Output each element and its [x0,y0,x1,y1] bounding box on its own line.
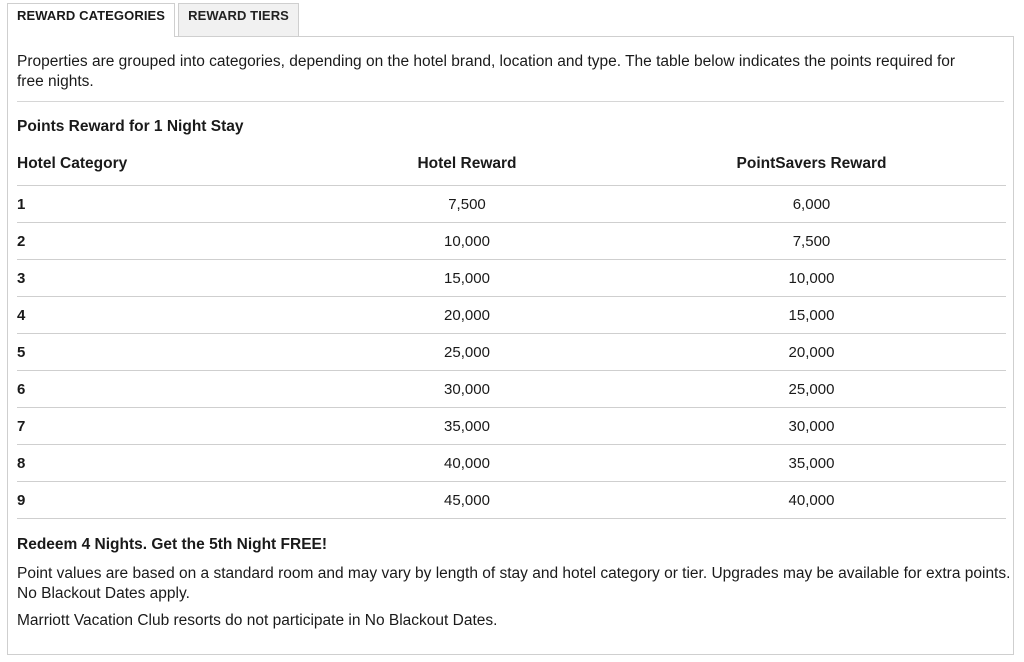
cell-hotel-reward: 30,000 [317,371,617,408]
section-title: Points Reward for 1 Night Stay [17,118,244,135]
cell-pointsavers-reward: 15,000 [617,297,1006,334]
tab-reward-categories[interactable]: REWARD CATEGORIES [7,3,175,37]
cell-category: 9 [17,482,317,519]
table-row [17,297,1006,334]
table-row [17,371,1006,408]
cell-pointsavers-reward: 25,000 [617,371,1006,408]
cell-hotel-reward: 40,000 [317,445,617,482]
divider [17,101,1004,102]
cell-hotel-reward: 7,500 [317,186,617,223]
tab-bar [7,3,299,36]
header-hotel-reward: Hotel Reward [317,155,617,186]
cell-category: 8 [17,445,317,482]
cell-category: 6 [17,371,317,408]
tab-reward-tiers[interactable]: REWARD TIERS [178,3,299,36]
cell-hotel-reward: 25,000 [317,334,617,371]
header-pointsavers-reward: PointSavers Reward [617,155,1006,186]
header-hotel-category: Hotel Category [17,155,317,186]
cell-pointsavers-reward: 10,000 [617,260,1006,297]
cell-category: 1 [17,186,317,223]
table-row [17,334,1006,371]
cell-category: 2 [17,223,317,260]
table-row [17,408,1006,445]
cell-hotel-reward: 10,000 [317,223,617,260]
promo-text: Redeem 4 Nights. Get the 5th Night FREE! [17,536,328,553]
table-row [17,260,1006,297]
cell-pointsavers-reward: 40,000 [617,482,1006,519]
cell-category: 7 [17,408,317,445]
point-values-note: Point values are based on a standard room and may vary by length of stay and hotel category or tier. Upgrades may be available for extra points. No Blackout Dates apply. [17,565,1011,602]
table-row [17,482,1006,519]
cell-pointsavers-reward: 7,500 [617,223,1006,260]
cell-category: 5 [17,334,317,371]
cell-pointsavers-reward: 20,000 [617,334,1006,371]
cell-pointsavers-reward: 30,000 [617,408,1006,445]
cell-category: 3 [17,260,317,297]
cell-hotel-reward: 15,000 [317,260,617,297]
rewards-table [17,155,1006,519]
tab-panel [7,36,1014,655]
cell-pointsavers-reward: 35,000 [617,445,1006,482]
table-row [17,445,1006,482]
cell-hotel-reward: 35,000 [317,408,617,445]
intro-text: Properties are grouped into categories, depending on the hotel brand, location and type. The table below indicates the points required for free nights. [17,53,956,90]
vacation-club-note: Marriott Vacation Club resorts do not participate in No Blackout Dates. [17,612,498,629]
cell-category: 4 [17,297,317,334]
table-row [17,223,1006,260]
table-header-row [17,155,1006,186]
table-row [17,186,1006,223]
cell-hotel-reward: 45,000 [317,482,617,519]
cell-pointsavers-reward: 6,000 [617,186,1006,223]
cell-hotel-reward: 20,000 [317,297,617,334]
